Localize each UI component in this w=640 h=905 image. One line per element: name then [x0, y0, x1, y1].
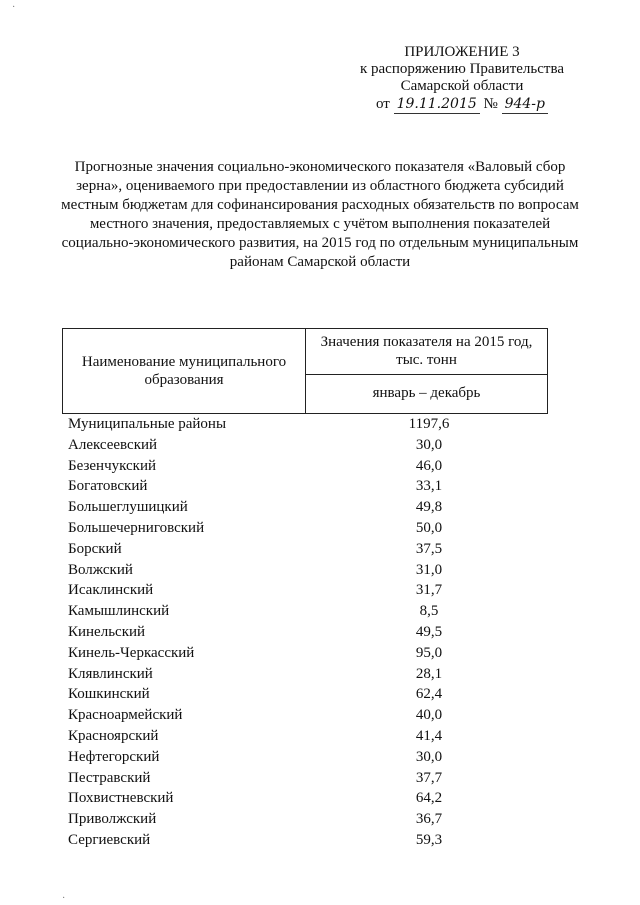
appendix-line-2: Самарской области: [400, 78, 524, 94]
row-district-name: Большеглушицкий: [68, 499, 188, 516]
row-value: 49,8: [415, 499, 443, 516]
row-district-name: Приволжский: [68, 811, 157, 828]
row-value: 31,7: [415, 582, 443, 599]
row-district-name: Красноармейский: [68, 707, 183, 724]
row-district-name: Красноярский: [68, 727, 159, 744]
table-row: [68, 705, 488, 726]
table-row: [68, 726, 488, 747]
row-value: 49,5: [415, 623, 443, 640]
row-district-name: Клявлинский: [68, 665, 153, 682]
row-value: 31,0: [415, 561, 443, 578]
column-header-value: Значения показателя на 2015 год, тыс. тонн: [306, 329, 548, 375]
row-district-name: Кошкинский: [68, 686, 150, 703]
row-district-name: Нефтегорский: [68, 748, 160, 765]
row-value: 30,0: [415, 748, 443, 765]
table-row: [68, 476, 488, 497]
row-value: 37,5: [415, 540, 443, 557]
row-value: 8,5: [419, 603, 439, 620]
decree-date: 19.11.2015: [394, 96, 480, 114]
scan-speck: ·: [12, 2, 16, 13]
table-row: [68, 809, 488, 830]
row-value: 64,2: [415, 790, 443, 807]
row-district-name: Кинельский: [68, 623, 146, 640]
table-header: [62, 328, 548, 414]
decree-line: [342, 96, 582, 114]
row-value: 36,7: [415, 811, 443, 828]
row-district-name: Кинель-Черкасский: [68, 644, 195, 661]
table-row: [68, 788, 488, 809]
column-header-period: январь – декабрь: [306, 374, 548, 413]
appendix-block: [342, 44, 582, 114]
row-district-name: Пестравский: [68, 769, 151, 786]
row-value: 28,1: [415, 665, 443, 682]
row-district-name: Безенчукский: [68, 457, 157, 474]
row-district-name: Сергиевский: [68, 831, 151, 848]
table-body: [68, 414, 488, 851]
date-prefix: от: [375, 96, 390, 112]
row-value: 95,0: [415, 644, 443, 661]
scan-speck: ·: [62, 893, 66, 904]
row-value: 37,7: [415, 769, 443, 786]
table-row: [68, 830, 488, 851]
table-row: [68, 622, 488, 643]
row-value: 41,4: [415, 727, 443, 744]
appendix-title: ПРИЛОЖЕНИЕ 3: [404, 44, 520, 60]
table-row: [68, 580, 488, 601]
row-district-name: Большечерниговский: [68, 519, 205, 536]
table-row: [68, 643, 488, 664]
row-district-name: Богатовский: [68, 478, 148, 495]
table-row: [68, 601, 488, 622]
document-title: Прогнозные значения социально-экономического показателя «Валовый сбор зерна», оцениваемого при предоставлении из областного бюджета субсидий местным бюджетам для софинансирования расходных обязательств по вопросам местного значения, предоставляемых с учётом выполнения показателей социально-экономического развития, на 2015 год по отдельным муниципальным районам Самарской области: [61, 159, 579, 270]
table-row: [68, 768, 488, 789]
table-row: [68, 518, 488, 539]
row-value: 62,4: [415, 686, 443, 703]
table-row: [68, 664, 488, 685]
row-value: 50,0: [415, 519, 443, 536]
row-value: 46,0: [415, 457, 443, 474]
table-row: [68, 414, 488, 435]
decree-number: 944-р: [502, 96, 548, 114]
row-value: 30,0: [415, 436, 443, 453]
row-value: 40,0: [415, 707, 443, 724]
table-row: [68, 497, 488, 518]
row-value: 59,3: [415, 831, 443, 848]
row-value: 33,1: [415, 478, 443, 495]
table-row: [68, 539, 488, 560]
row-district-name: Камышлинский: [68, 603, 170, 620]
table-row: [68, 456, 488, 477]
number-prefix: №: [483, 96, 498, 112]
row-district-name: Похвистневский: [68, 790, 174, 807]
appendix-line-1: к распоряжению Правительства: [359, 61, 564, 77]
row-district-name: Борский: [68, 540, 122, 557]
table-row: [68, 435, 488, 456]
table-row: [68, 747, 488, 768]
row-district-name: Муниципальные районы: [68, 416, 227, 432]
row-value: 1197,6: [408, 416, 450, 432]
column-header-name: Наименование муниципального образования: [63, 329, 306, 414]
table-row: [68, 684, 488, 705]
row-district-name: Алексеевский: [68, 436, 158, 453]
table-row: [68, 560, 488, 581]
row-district-name: Волжский: [68, 561, 133, 578]
row-district-name: Исаклинский: [68, 582, 154, 599]
